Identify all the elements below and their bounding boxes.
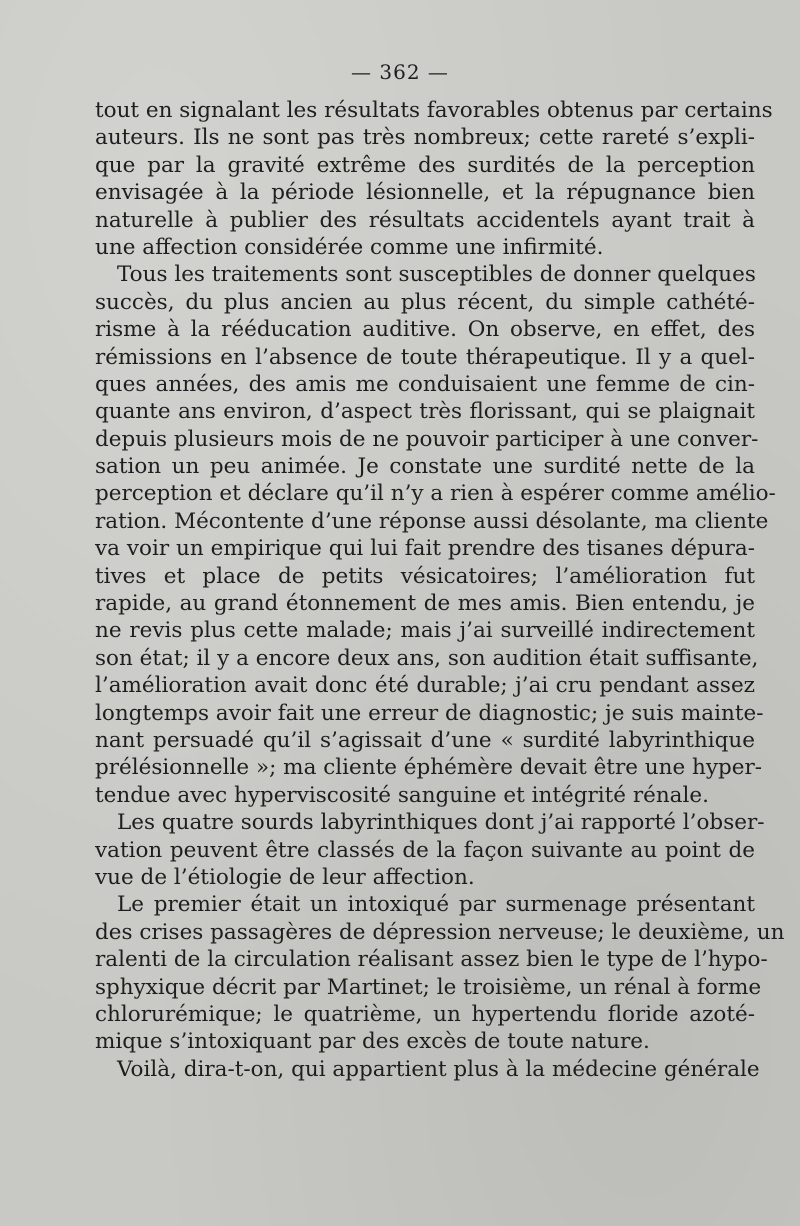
text-line: Tous les traitements sont susceptibles de donner quelques — [117, 262, 756, 288]
text-line: envisagée à la période lésionnelle, et la répugnance bien — [95, 180, 755, 206]
text-line: tendue avec hyperviscosité sanguine et intégrité rénale. — [95, 782, 709, 808]
text-line: va voir un empirique qui lui fait prendre des tisanes dépura- — [95, 536, 755, 562]
page-number: — 362 — — [351, 60, 449, 84]
text-line: longtemps avoir fait une erreur de diagnostic; je suis mainte- — [95, 700, 764, 726]
text-line: quante ans environ, d’aspect très florissant, qui se plaignait — [95, 399, 755, 425]
text-line: rémissions en l’absence de toute thérapeutique. Il y a quel- — [95, 344, 755, 370]
text-line: ration. Mécontente d’une réponse aussi désolante, ma cliente — [95, 508, 769, 534]
body-text — [95, 97, 785, 1083]
text-line: rapide, au grand étonnement de mes amis. Bien entendu, je — [95, 591, 755, 617]
text-line: une affection considérée comme une infirmité. — [95, 234, 604, 260]
text-line: ralenti de la circulation réalisant assez bien le type de l’hypo- — [95, 947, 768, 973]
text-line: chlorurémique; le quatrième, un hypertendu floride azoté- — [95, 1001, 755, 1027]
text-line: naturelle à publier des résultats accidentels ayant trait à — [95, 207, 755, 233]
text-line: son état; il y a encore deux ans, son audition était suffisante, — [95, 645, 759, 671]
text-line: ques années, des amis me conduisaient une femme de cin- — [95, 371, 755, 397]
text-line: perception et déclare qu’il n’y a rien à espérer comme amélio- — [95, 481, 776, 507]
text-line: Le premier était un intoxiqué par surmenage présentant — [117, 892, 755, 918]
text-line: des crises passagères de dépression nerveuse; le deuxième, un — [95, 919, 785, 945]
text-line: sphyxique décrit par Martinet; le troisième, un rénal à forme — [95, 974, 762, 1000]
text-line: prélésionnelle »; ma cliente éphémère devait être une hyper- — [95, 755, 763, 781]
text-line: succès, du plus ancien au plus récent, du simple cathété- — [95, 289, 755, 315]
text-line: risme à la rééducation auditive. On observe, en effet, des — [95, 317, 755, 343]
text-line: vation peuvent être classés de la façon suivante au point de — [95, 837, 755, 863]
text-line: Les quatre sourds labyrinthiques dont j’ai rapporté l’obser- — [117, 810, 765, 836]
text-line: depuis plusieurs mois de ne pouvoir participer à une conver- — [95, 426, 759, 452]
text-line: sation un peu animée. Je constate une surdité nette de la — [95, 454, 755, 480]
text-line: ne revis plus cette malade; mais j’ai surveillé indirectement — [95, 618, 755, 644]
text-line: que par la gravité extrême des surdités de la perception — [95, 152, 755, 178]
text-line: nant persuadé qu’il s’agissait d’une « surdité labyrinthique — [95, 727, 755, 753]
text-line: l’amélioration avait donc été durable; j’ai cru pendant assez — [95, 673, 755, 699]
text-line: vue de l’étiologie de leur affection. — [95, 864, 475, 890]
text-line: auteurs. Ils ne sont pas très nombreux; cette rareté s’expli- — [95, 125, 755, 151]
text-line: tives et place de petits vésicatoires; l’amélioration fut — [95, 563, 755, 589]
text-line: Voilà, dira-t-on, qui appartient plus à la médecine générale — [117, 1056, 760, 1082]
text-line: tout en signalant les résultats favorables obtenus par certains — [95, 98, 773, 123]
text-line: mique s’intoxiquant par des excès de toute nature. — [95, 1029, 650, 1055]
